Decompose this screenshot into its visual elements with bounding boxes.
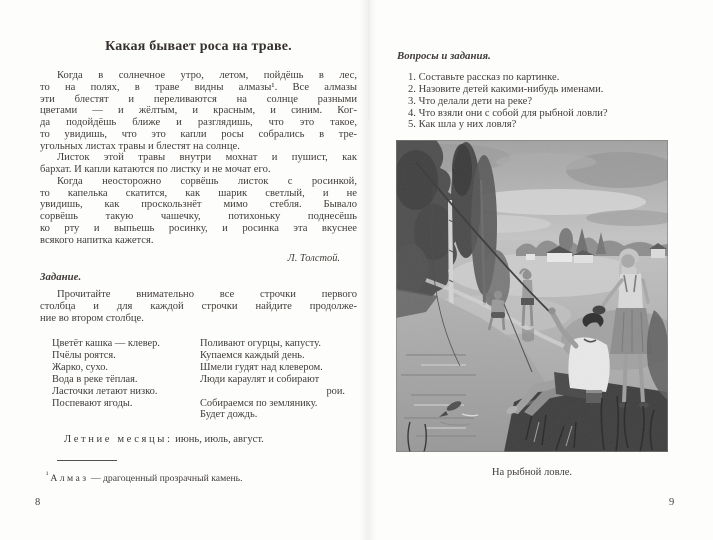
story-line: сорвёшь такую чашечку, потихоньку поднесёшь	[40, 211, 357, 222]
question-item: 4. Что взяли они с собой для рыбной ловли?	[408, 107, 608, 119]
questions-heading: Вопросы и задания.	[397, 50, 491, 62]
task-line: ние во втором столбце.	[40, 312, 144, 324]
story-text	[40, 70, 357, 246]
task-heading: Задание.	[40, 271, 82, 283]
story-line: Когда неосторожно сорвёшь листок с росинкой,	[57, 175, 357, 187]
page-number-left: 8	[35, 497, 41, 508]
story-line: то увидишь, что это капли росы собрались в тре-	[40, 128, 357, 140]
match-column-right	[200, 338, 345, 421]
story-line: Когда в солнечное утро, летом, пойдёшь в лес,	[57, 70, 357, 81]
footnote-marker: ¹	[46, 470, 49, 479]
question-item: 1. Составьте рассказ по картинке.	[408, 72, 560, 83]
match-item-right: Поливают огурцы, капусту.	[200, 338, 321, 349]
story-line: Листок этой травы внутри мохнат и пушист, как	[57, 152, 357, 164]
story-line: то капелька скатится, как шарик светлый, и не	[40, 187, 357, 199]
right-page	[368, 0, 713, 540]
left-page	[40, 0, 357, 540]
match-item-right: Шмели гудят над клевером.	[200, 361, 323, 373]
match-item-left: Пчёлы роятся.	[52, 349, 116, 361]
match-item-left: Поспевают ягоды.	[52, 397, 133, 409]
story-line: всякого напитка кажется.	[40, 234, 154, 246]
task-line: столбца и для каждой строчки найдите продолже-	[40, 300, 357, 312]
fishing-illustration	[396, 140, 668, 452]
match-item-right: Будет дождь.	[200, 409, 258, 421]
author-credit: Л. Толстой.	[287, 253, 340, 264]
story-title: Какая бывает роса на траве.	[105, 39, 292, 54]
matching-columns	[52, 338, 345, 421]
footnote-term: Алмаз	[50, 473, 89, 484]
story-line: да подойдёшь ближе и разглядишь, что это такое,	[40, 117, 357, 128]
summer-months-values: июнь, июль, август.	[175, 434, 264, 445]
match-item-right: Купаемся каждый день.	[200, 349, 305, 361]
story-line: цветами — и жёлтым, и красным, и синим. Ког-	[40, 105, 357, 117]
match-item-left: Ласточки летают низко.	[52, 385, 158, 397]
story-line: бархат. И капли катаются по листку и не мочат его.	[40, 164, 271, 175]
illustration-caption: На рыбной ловле.	[491, 467, 573, 478]
match-item-left: Вода в реке тёплая.	[52, 373, 138, 385]
footnote-divider	[57, 460, 117, 461]
match-item-left: Цветёт кашка — клевер.	[52, 338, 160, 349]
story-line: эти блестят и переливаются на солнце разными	[40, 93, 357, 105]
match-item-right: рои.	[326, 385, 345, 397]
story-line: угольных листах травы и блестят на солнце.	[40, 140, 240, 152]
task-line: Прочитайте внимательно все строчки первого	[57, 289, 357, 300]
question-item: 3. Что делали дети на реке?	[408, 95, 533, 107]
summer-months-label: Летние месяцы:	[64, 434, 173, 445]
fishing-illustration-svg	[396, 140, 668, 452]
task-text	[40, 289, 357, 325]
match-item-left: Жарко, сухо.	[52, 361, 109, 373]
questions-list	[408, 72, 608, 131]
summer-months-line	[64, 434, 264, 445]
story-line: то на полях, в траве видны алмазы¹. Все алмазы	[40, 81, 357, 93]
footnote	[46, 470, 243, 484]
question-item: 2. Назовите детей какими-нибудь именами.	[408, 83, 604, 95]
match-column-left	[52, 338, 200, 421]
page-number-right: 9	[669, 497, 675, 508]
footnote-definition: — драгоценный прозрачный камень.	[90, 473, 243, 484]
story-line: увидишь, как проскользнёт мимо стебля. Бывало	[40, 199, 357, 211]
question-item: 5. Как шла у них ловля?	[408, 119, 517, 131]
match-item-right: Люди караулят и собирают	[200, 373, 320, 385]
story-line: ко рту и выпьешь росинку, и росинка эта вкуснее	[40, 222, 357, 234]
match-item-right: Собираемся по землянику.	[200, 397, 318, 409]
